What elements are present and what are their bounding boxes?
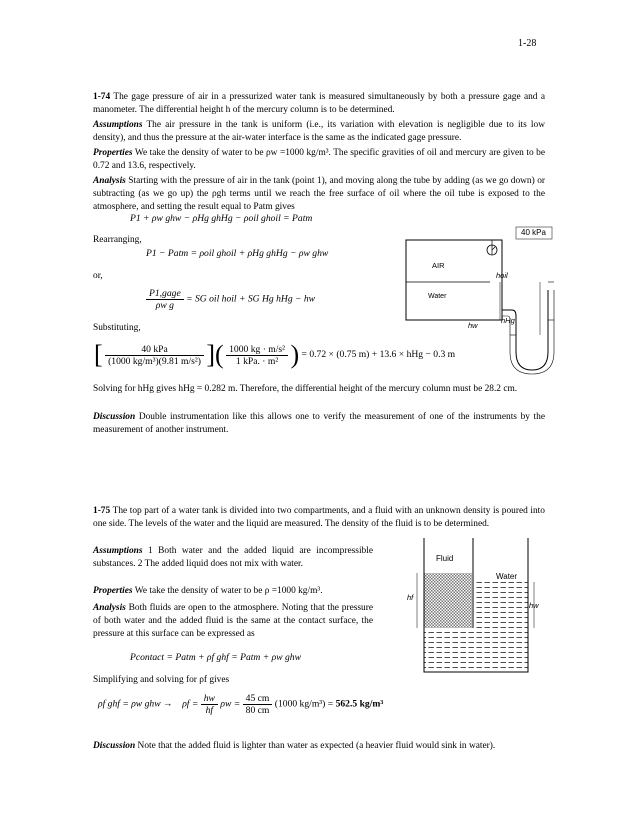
assumptions-label-75: Assumptions	[93, 546, 143, 556]
figure-74-tank-manometer	[400, 222, 560, 382]
discussion-text: Double instrumentation like this allows one to verify the measurement of one of the instruments by the measurement of another instrument.	[93, 412, 546, 435]
eq75-2-mid: ρw =	[220, 698, 241, 710]
substituting-text: Substituting,	[93, 323, 141, 333]
properties-text-75: We take the density of water to be ρ =1000 kg/m³.	[134, 586, 323, 596]
problem-75-analysis	[93, 602, 373, 640]
h-w-label: hw	[468, 321, 478, 330]
eq75-2-frac-h	[201, 693, 218, 716]
eq75-2-tail: (1000 kg/m³) =	[274, 698, 334, 710]
problem-74-intro	[93, 91, 545, 117]
problem-75-intro	[93, 505, 545, 531]
h-f-label: hf	[407, 593, 414, 602]
water-right	[474, 582, 528, 628]
eq4-a-numerator: 40 kPa	[105, 344, 204, 356]
eq75-2-rhof: ρf =	[182, 698, 199, 710]
eq75-frac-cm-num: 45 cm	[243, 693, 273, 705]
problem-75-discussion	[93, 740, 545, 753]
gauge-label: 40 kPa	[521, 228, 546, 237]
equation-74-3	[146, 288, 315, 311]
h-w-label-75: hw	[529, 601, 539, 610]
properties-label-75: Properties	[93, 586, 133, 596]
eq75-2-frac-cm	[243, 693, 273, 716]
water-label: Water	[428, 293, 447, 300]
eq75-2-left: ρf ghf = ρw ghw →	[98, 698, 173, 710]
eq4-a-denominator: (1000 kg/m³)(9.81 m/s²)	[108, 355, 201, 367]
problem-74-properties	[93, 147, 545, 173]
problem-74-discussion	[93, 411, 545, 437]
discussion-text-75: Note that the added fluid is lighter than water as expected (a heavier fluid would sink in water).	[137, 741, 496, 751]
equation-75-2	[98, 693, 383, 716]
air-label: AIR	[432, 261, 445, 270]
eq75-frac-cm-den: 80 cm	[245, 705, 270, 716]
eq3-rhs: = SG oil hoil + SG Hg hHg − hw	[186, 293, 316, 305]
h-hg-label: hHg	[501, 316, 515, 325]
problem-75-assumptions	[93, 545, 373, 571]
figure-75-tank	[404, 530, 544, 680]
discussion-label-75: Discussion	[93, 741, 136, 751]
equation-74-2: P1 − Patm = ρoil ghoil + ρHg ghHg − ρw ghw	[146, 248, 329, 259]
eq4-b-numerator: 1000 kg · m/s²	[226, 344, 288, 356]
eq75-frac-h-num: hw	[201, 693, 218, 705]
or-text: or,	[93, 271, 103, 281]
assumptions-text-75: 1 Both water and the added liquid are incompressible substances. 2 The added liquid does not mix with water.	[93, 546, 373, 569]
u-tube-outer	[502, 290, 548, 370]
equation-75-1: Pcontact = Patm + ρf ghf = Patm + ρw ghw	[130, 652, 302, 663]
equation-74-3-fraction	[146, 288, 184, 311]
eq3-numerator: P1,gage	[146, 288, 184, 300]
eq4-fraction-a	[105, 344, 204, 367]
water-lower	[424, 628, 528, 672]
eq4-b-denominator: 1 kPa. · m²	[235, 355, 279, 367]
analysis-label-75: Analysis	[93, 603, 126, 613]
h-oil-label: hoil	[496, 271, 508, 280]
simplifying-text: Simplifying and solving for ρf gives	[93, 675, 230, 685]
problem-75-intro-text: The top part of a water tank is divided into two compartments, and a fluid with an unknown density is poured into one side. The levels of the water and the liquid are measured. The density of the fluid is to be determined.	[93, 506, 545, 529]
analysis-text-75: Both fluids are open to the atmosphere. Noting that the pressure of both water and the added fluid is the same at the contact surface, the pressure at this surface can be expressed as	[93, 603, 374, 639]
water-label-75: Water	[496, 572, 518, 581]
page-number: 1-28	[518, 38, 537, 49]
problem-74-analysis	[93, 175, 545, 213]
eq3-denominator: ρw g	[155, 300, 174, 311]
fluid-label: Fluid	[436, 554, 454, 563]
problem-74-assumptions	[93, 119, 545, 145]
analysis-label: Analysis	[93, 176, 126, 186]
problem-75-properties	[93, 585, 373, 598]
problem-74-intro-text: The gage pressure of air in a pressurized water tank is measured simultaneously by both a pressure gage and a manometer. The differential height h of the mercury column is to be determined.	[93, 92, 545, 115]
properties-label: Properties	[93, 148, 133, 158]
discussion-label: Discussion	[93, 412, 136, 422]
equation-74-4: [ $\frac{\text{40 kPa}}{\text{(1000 kg/m³)(9.81 m/s²)}}$ ]( $\frac{\text{1000 kg · m/s²}}{\text{1 kPa. · m²}}$ ) = 0.72 × (0.75 m) + 13.6 × hHg − 0.3 m	[94, 340, 456, 369]
analysis-text: Starting with the pressure of air in the tank (point 1), and moving along the tube by adding (as we go down) or subtracting (as we go up) the ρgh terms until we reach the free surface of oil where the oil tube is exposed to the atmosphere, and setting the result equal to Patm gives	[93, 176, 545, 212]
problem-75-number: 1-75	[93, 506, 111, 516]
problem-74-solving: Solving for hHg gives hHg = 0.282 m. Therefore, the differential height of the mercury column must be 28.2 cm.	[93, 384, 518, 394]
fluid-column	[424, 573, 472, 628]
eq75-frac-h-den: hf	[205, 705, 214, 716]
eq4-rhs: = 0.72 × (0.75 m) + 13.6 × hHg − 0.3 m	[301, 349, 456, 361]
properties-text: We take the density of water to be ρw =1000 kg/m³. The specific gravities of oil and mercury are given to be 0.72 and 13.6, respectively.	[93, 148, 545, 171]
eq75-2-result: 562.5 kg/m³	[335, 698, 384, 710]
assumptions-label: Assumptions	[93, 120, 143, 130]
problem-74-number: 1-74	[93, 92, 111, 102]
equation-74-1: P1 + ρw ghw − ρHg ghHg − ρoil ghoil = Patm	[130, 213, 313, 224]
assumptions-text: The air pressure in the tank is uniform (i.e., its variation with elevation is negligible due to its low density), and thus the pressure at the air-water interface is the same as the indicated gage pressure.	[93, 120, 545, 143]
eq4-fraction-b	[226, 344, 288, 367]
rearranging-text: Rearranging,	[93, 235, 142, 245]
